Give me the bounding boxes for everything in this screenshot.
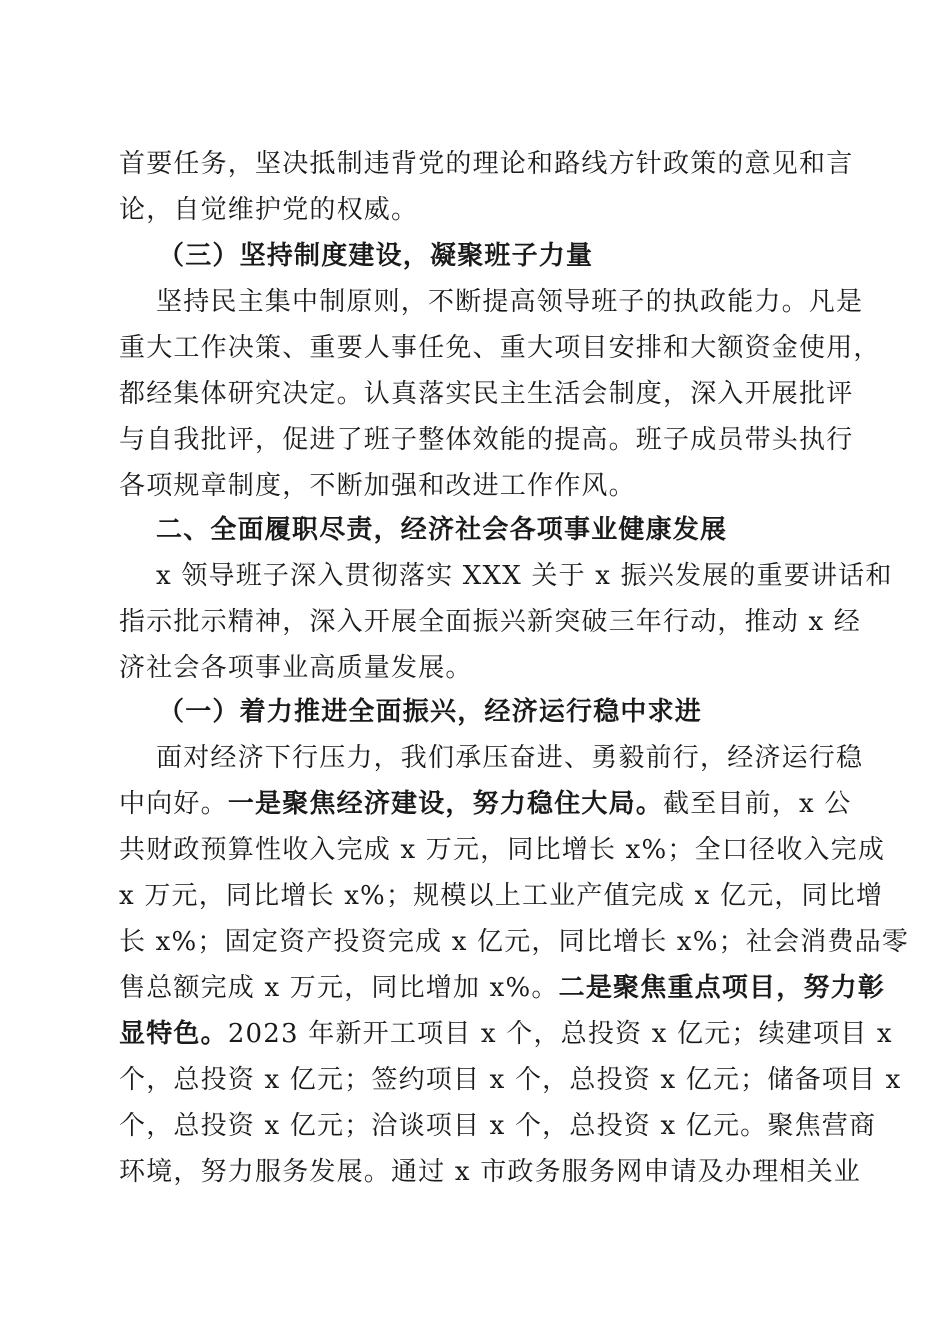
- body-text: 截至目前，x 公: [663, 789, 852, 819]
- body-text: 售总额完成 x 万元，同比增加 x%。: [119, 973, 559, 1003]
- body-line-2: 论，自觉维护党的权威。: [119, 195, 419, 225]
- body-line-20: [119, 1016, 893, 1052]
- bold-lead-2-cont: 显特色。: [119, 1019, 228, 1049]
- body-line-7: 与自我批评，促进了班子整体效能的提高。班子成员带头执行: [119, 425, 854, 455]
- body-text: 2023 年新开工项目 x 个，总投资 x 亿元；续建项目 x: [227, 1019, 893, 1049]
- body-line-8: 各项规章制度，不断加强和改进工作作风。: [119, 471, 636, 501]
- body-line-22: 个，总投资 x 亿元；洽谈项目 x 个，总投资 x 亿元。聚焦营商: [119, 1111, 877, 1141]
- body-line-14: 面对经济下行压力，我们承压奋进、勇毅前行，经济运行稳: [156, 743, 864, 773]
- body-line-23: 环境，努力服务发展。通过 x 市政务服务网申请及办理相关业: [119, 1157, 861, 1187]
- body-line-6: 都经集体研究决定。认真落实民主生活会制度，深入开展批评: [119, 379, 854, 409]
- body-line-12: 济社会各项事业高质量发展。: [119, 653, 473, 683]
- body-line-4: 坚持民主集中制原则，不断提高领导班子的执政能力。凡是: [156, 287, 864, 317]
- body-line-11: 指示批示精神，深入开展全面振兴新突破三年行动，推动 x 经: [119, 607, 861, 637]
- body-line-18: 长 x%；固定资产投资完成 x 亿元，同比增长 x%；社会消费品零: [119, 927, 910, 957]
- chapter-heading-2: 二、全面履职尽责，经济社会各项事业健康发展: [156, 515, 728, 545]
- body-text: 中向好。: [119, 789, 228, 819]
- body-line-1: 首要任务，坚决抵制违背党的理论和路线方针政策的意见和言: [119, 149, 854, 179]
- body-line-19: [119, 970, 886, 1006]
- body-line-5: 重大工作决策、重要人事任免、重大项目安排和大额资金使用，: [119, 333, 881, 363]
- body-line-17: x 万元，同比增长 x%；规模以上工业产值完成 x 亿元，同比增: [119, 881, 884, 911]
- section-heading-3: （三）坚持制度建设，凝聚班子力量: [158, 241, 594, 271]
- section-heading-1: （一）着力推进全面振兴，经济运行稳中求进: [158, 697, 703, 727]
- body-line-10: x 领导班子深入贯彻落实 XXX 关于 x 振兴发展的重要讲话和: [156, 561, 893, 591]
- bold-lead-1: 一是聚焦经济建设，努力稳住大局。: [227, 789, 664, 819]
- bold-lead-2: 二是聚焦重点项目，努力彰: [558, 973, 886, 1003]
- body-line-16: 共财政预算性收入完成 x 万元，同比增长 x%；全口径收入完成: [119, 835, 886, 865]
- body-line-15: [119, 786, 852, 822]
- body-line-21: 个，总投资 x 亿元；签约项目 x 个，总投资 x 亿元；储备项目 x: [119, 1065, 902, 1095]
